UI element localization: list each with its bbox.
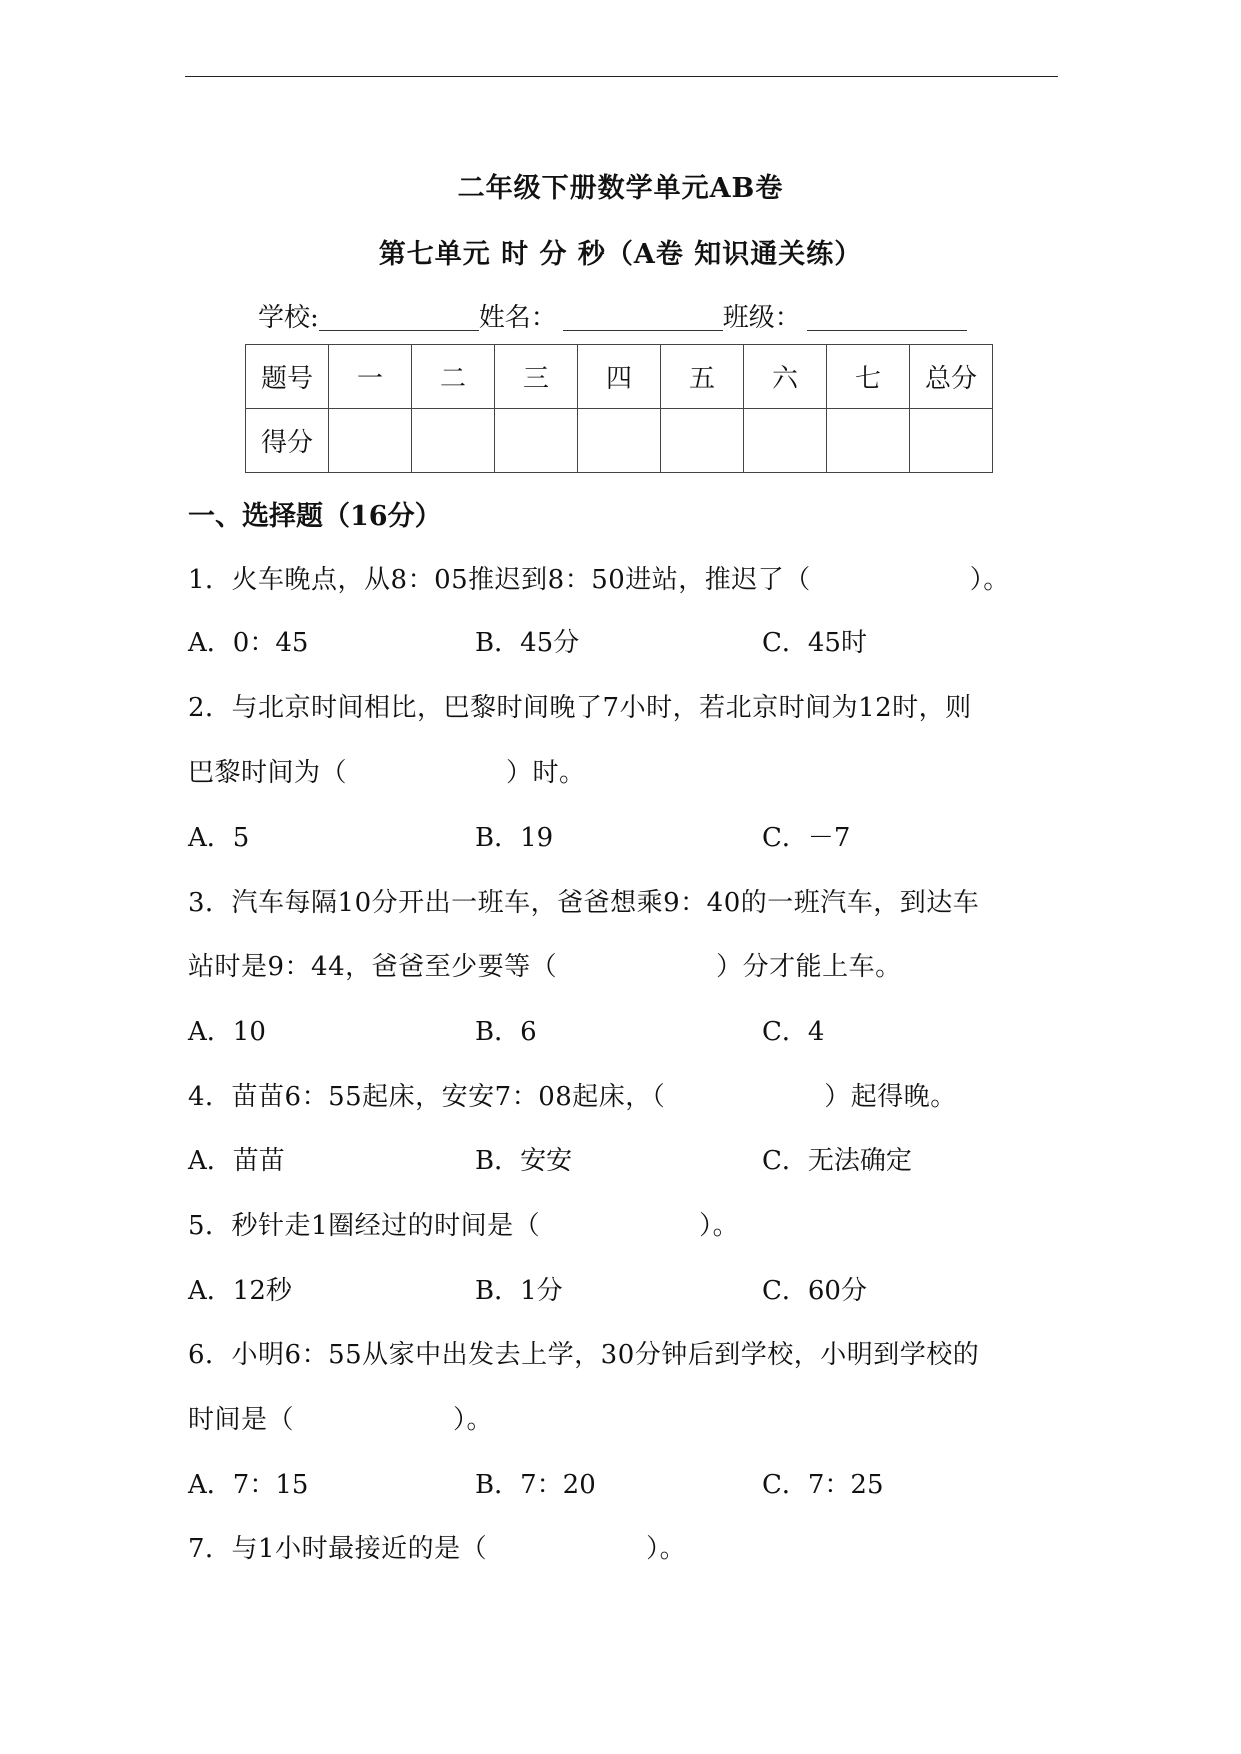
question-4-option-c: C．无法确定 — [762, 1146, 912, 1176]
question-5-option-a: A．12秒 — [188, 1276, 292, 1306]
question-3-option-b: B．6 — [475, 1017, 537, 1047]
name-blank[interactable] — [563, 302, 723, 331]
question-6-option-c: C．7：25 — [762, 1470, 884, 1500]
question-2-text-line1: 2．与北京时间相比，巴黎时间晚了7小时，若北京时间为12时，则 — [188, 693, 972, 723]
question-1-option-a: A．0：45 — [188, 628, 309, 658]
score-table-header-row — [246, 345, 993, 409]
question-1-text: 1．火车晚点，从8：05推迟到8：50进站，推迟了（ ）。 — [188, 565, 1010, 595]
student-info — [258, 297, 967, 334]
score-header-cell: 题号 — [246, 345, 329, 409]
question-2-option-c: C．－7 — [762, 823, 851, 853]
score-header-cell: 三 — [495, 345, 578, 409]
score-cell[interactable] — [744, 409, 827, 473]
question-1-option-b: B．45分 — [475, 628, 580, 658]
school-label: 学校: — [258, 303, 319, 333]
question-6-option-a: A．7：15 — [188, 1470, 309, 1500]
score-table — [245, 344, 993, 473]
class-blank[interactable] — [807, 302, 967, 331]
question-1-option-c: C．45时 — [762, 628, 867, 658]
question-5-option-c: C．60分 — [762, 1276, 867, 1306]
score-row-label: 得分 — [246, 409, 329, 473]
score-header-cell: 七 — [827, 345, 910, 409]
question-2-option-b: B．19 — [475, 823, 554, 853]
question-4-option-a: A．苗苗 — [188, 1146, 285, 1176]
score-header-cell: 总分 — [910, 345, 993, 409]
page-subtitle: 第七单元 时 分 秒（A卷 知识通关练） — [378, 239, 863, 270]
question-3-option-a: A．10 — [188, 1017, 266, 1047]
question-2-option-a: A．5 — [188, 823, 250, 853]
section-title: 一、选择题（16分） — [188, 501, 442, 532]
score-cell[interactable] — [910, 409, 993, 473]
name-label: 姓名： — [478, 303, 557, 333]
score-cell[interactable] — [661, 409, 744, 473]
question-3-option-c: C．4 — [762, 1017, 825, 1047]
question-2-text-line2: 巴黎时间为（ ）时。 — [188, 758, 586, 788]
score-cell[interactable] — [329, 409, 412, 473]
page-title: 二年级下册数学单元AB卷 — [457, 173, 784, 204]
question-7-text: 7．与1小时最接近的是（ ）。 — [188, 1534, 687, 1564]
question-6-text-line2: 时间是（ ）。 — [188, 1405, 494, 1435]
question-3-text-line1: 3．汽车每隔10分开出一班车，爸爸想乘9：40的一班汽车，到达车 — [188, 888, 980, 918]
score-cell[interactable] — [827, 409, 910, 473]
class-label: 班级： — [722, 303, 801, 333]
score-cell[interactable] — [578, 409, 661, 473]
score-header-cell: 一 — [329, 345, 412, 409]
score-header-cell: 四 — [578, 345, 661, 409]
question-5-text: 5．秒针走1圈经过的时间是（ ）。 — [188, 1211, 740, 1241]
score-cell[interactable] — [412, 409, 495, 473]
score-cell[interactable] — [495, 409, 578, 473]
school-blank[interactable] — [319, 302, 479, 331]
score-header-cell: 六 — [744, 345, 827, 409]
question-5-option-b: B．1分 — [475, 1276, 563, 1306]
question-3-text-line2: 站时是9：44，爸爸至少要等（ ）分才能上车。 — [188, 952, 902, 982]
question-4-text: 4．苗苗6：55起床，安安7：08起床，（ ）起得晚。 — [188, 1082, 957, 1112]
score-header-cell: 二 — [412, 345, 495, 409]
header-rule — [185, 76, 1058, 77]
question-6-text-line1: 6．小明6：55从家中出发去上学，30分钟后到学校，小明到学校的 — [188, 1340, 980, 1370]
question-6-option-b: B．7：20 — [475, 1470, 596, 1500]
question-4-option-b: B．安安 — [475, 1146, 573, 1176]
score-table-score-row — [246, 409, 993, 473]
score-header-cell: 五 — [661, 345, 744, 409]
